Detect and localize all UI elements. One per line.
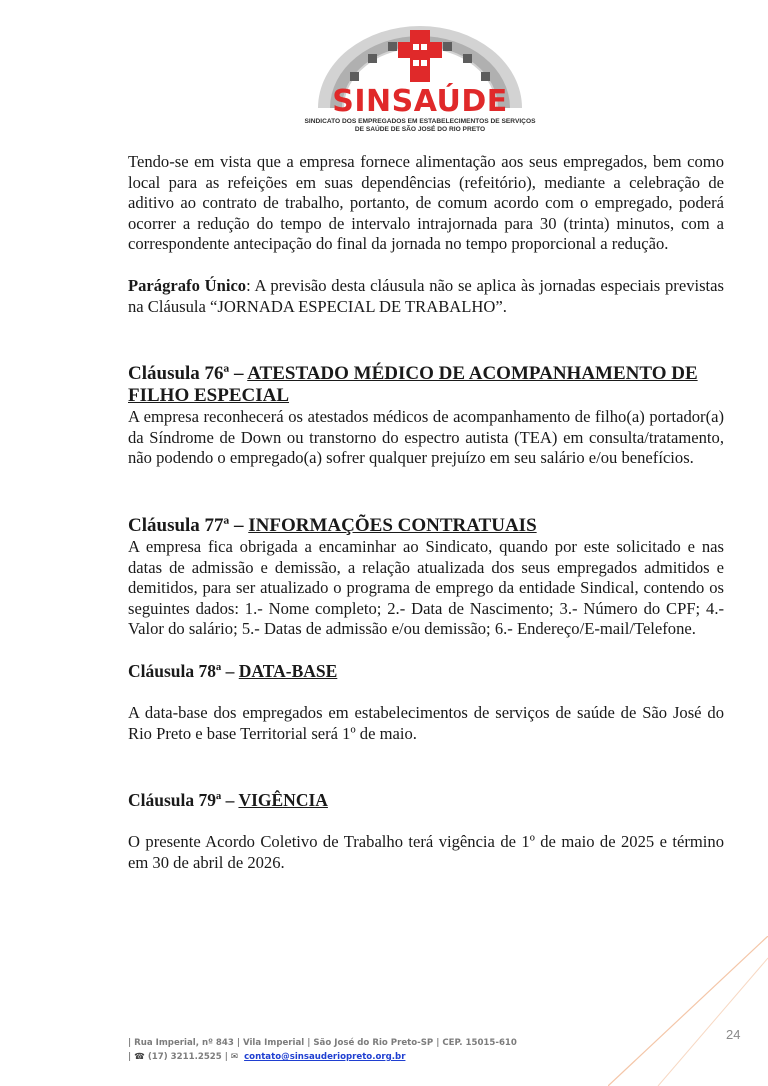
footer bbox=[128, 1036, 588, 1064]
clause-78-title: DATA-BASE bbox=[238, 660, 338, 681]
clause-77-title: INFORMAÇÕES CONTRATUAIS bbox=[248, 514, 537, 536]
sole-paragraph-label: Parágrafo Único bbox=[128, 275, 247, 295]
clause-76-body: A empresa reconhecerá os atestados médicos de acompanhamento de filho(a) portador(a) da Síndrome de Down ou transtorno do espectro autista (TEA) em consulta/tratamento, não podendo o empregado(a) sofrer qualquer prejuízo em seu salário e/ou benefícios. bbox=[128, 407, 724, 468]
footer-address: | Rua Imperial, nº 843 | Vila Imperial | São José do Rio Preto-SP | CEP. 15015-610 bbox=[128, 1038, 517, 1048]
footer-email-link[interactable]: contato@sinsauderiopreto.org.br bbox=[244, 1052, 406, 1062]
clause-79-title: VIGÊNCIA bbox=[238, 790, 328, 811]
sole-paragraph bbox=[128, 276, 724, 317]
intro-paragraph: Tendo-se em vista que a empresa fornece alimentação aos seus empregados, bem como local para as refeições em suas dependências (refeitório), mediante a celebração de aditivo ao contrato de trabalho, portanto, de comum acordo com o empregado, poderá ocorrer a redução do tempo de intervalo intrajornada para 30 (trinta) minutos, com a correspondente antecipação do final da jornada no tempo proporcional a redução. bbox=[128, 152, 724, 254]
clause-77-heading: Cláusula 77ª – INFORMAÇÕES CONTRATUAIS bbox=[128, 514, 537, 536]
clause-77-body: A empresa fica obrigada a encaminhar ao Sindicato, quando por este solicitado e nas datas de admissão e demissão, a relação atualizada dos seus empregados admitidos e demitidos, para ser atualizado o programa de emprego da entidade Sindical, contendo os seguintes dados: 1.- Nome completo; 2.- Data de Nascimento; 3.- Número do CPF; 4.- Valor do salário; 5.- Datas de admissão e/ou demissão; 6.- Endereço/E-mail/Telefone. bbox=[128, 536, 724, 639]
clause-79-heading: Cláusula 79ª – VIGÊNCIA bbox=[128, 790, 328, 811]
footer-contact: | ☎ (17) 3211.2525 | ✉ contato@sinsauderiopreto.org.br bbox=[128, 1052, 406, 1062]
sole-paragraph-text: : A previsão desta cláusula não se aplica às jornadas especiais previstas na Cláusula “JORNADA ESPECIAL DE TRABALHO”. bbox=[128, 275, 724, 316]
logo-subtitle-line1: SINDICATO DOS EMPREGADOS EM ESTABELECIMENTOS DE SERVIÇOS bbox=[304, 118, 536, 125]
clause-76-title: ATESTADO MÉDICO DE ACOMPANHAMENTO DE FILHO ESPECIAL bbox=[128, 363, 698, 407]
clause-78-heading: Cláusula 78ª – DATA-BASE bbox=[128, 660, 338, 681]
decorative-corner-lines bbox=[608, 936, 768, 1086]
sinsaude-logo bbox=[300, 22, 540, 134]
logo-subtitle-line2: DE SAÚDE DE SÃO JOSÉ DO RIO PRETO bbox=[354, 126, 486, 133]
clause-76-heading: Cláusula 76ª – ATESTADO MÉDICO DE ACOMPANHAMENTO DE FILHO ESPECIAL bbox=[128, 363, 698, 407]
footer-phone: (17) 3211.2525 | bbox=[144, 1052, 231, 1062]
logo-title: SINSAÚDE bbox=[332, 84, 508, 119]
phone-icon: ☎ bbox=[134, 1052, 145, 1062]
clause-78-body: A data-base dos empregados em estabelecimentos de serviços de saúde de São José do Rio Preto e base Territorial será 1º de maio. bbox=[128, 702, 724, 743]
mail-icon: ✉ bbox=[230, 1052, 239, 1062]
document-body bbox=[128, 152, 724, 873]
page-number: 24 bbox=[726, 1027, 741, 1042]
clause-79-body: O presente Acordo Coletivo de Trabalho terá vigência de 1º de maio de 2025 e término em 30 de abril de 2026. bbox=[128, 832, 724, 872]
